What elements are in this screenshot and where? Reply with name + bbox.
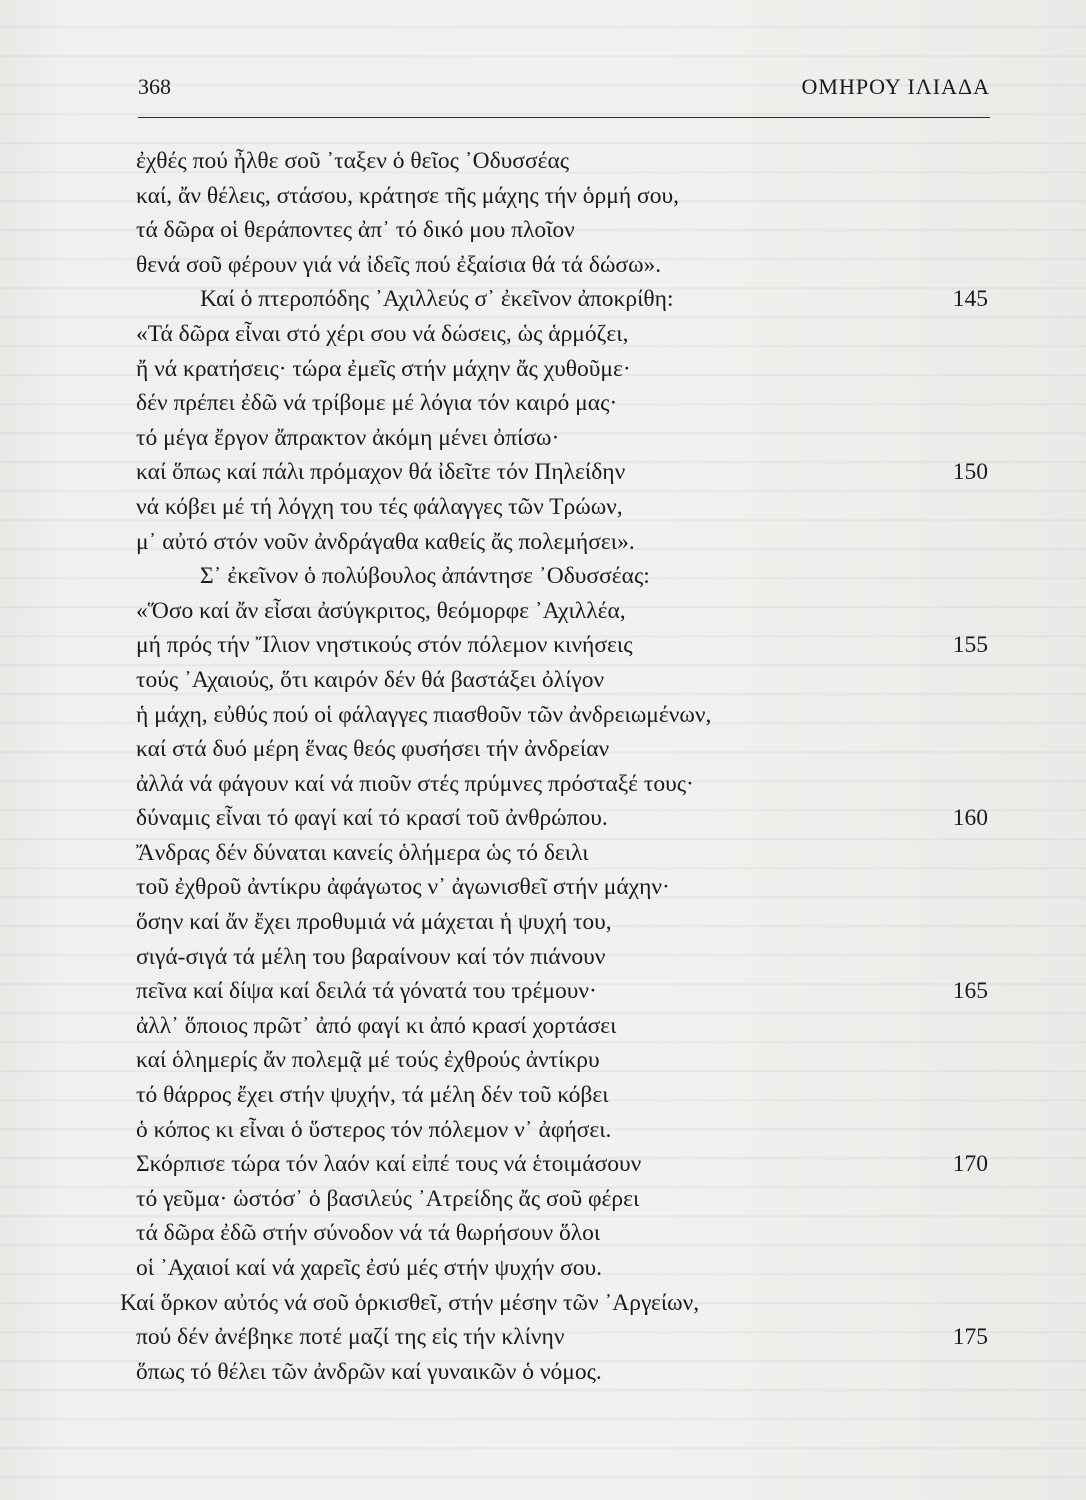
verse-text: οἱ ᾽Αχαιοί καί νά χαρεῖς ἐσύ μές στήν ψυχήν σου. xyxy=(136,1255,602,1281)
verse-text: τούς ᾽Αχαιούς, ὅτι καιρόν δέν θά βαστάξει ὀλίγον xyxy=(136,666,605,693)
line-number: 150 xyxy=(952,459,988,486)
verse-line xyxy=(120,1078,1000,1113)
page-header xyxy=(138,70,990,110)
verse-line xyxy=(120,1251,1000,1286)
verse-text: ἐχθές πού ἦλθε σοῦ ᾽ταξεν ὁ θεῖος ᾽Οδυσσέας xyxy=(136,148,570,174)
verse-text: «Τά δῶρα εἶναι στό χέρι σου νά δώσεις, ὡς ἁρμόζει, xyxy=(136,320,629,347)
verse-text: ἤ νά κρατήσεις· τώρα ἐμεῖς στήν μάχην ἄς χυθοῦμε· xyxy=(136,355,631,382)
verse-text: ἀλλ᾽ ὅποιος πρῶτ᾽ ἀπό φαγί κι ἀπό κρασί χορτάσει xyxy=(136,1012,617,1039)
verse-line xyxy=(120,248,1000,283)
verse-line xyxy=(120,144,1000,179)
verse-line xyxy=(120,1355,1000,1390)
verse-line xyxy=(120,282,1000,317)
verse-line xyxy=(120,386,1000,421)
verse-text: ἀλλά νά φάγουν καί νά πιοῦν στές πρύμνες πρόσταξέ τους· xyxy=(136,770,694,797)
line-number: 175 xyxy=(952,1324,988,1351)
header-rule xyxy=(138,117,990,118)
verse-line xyxy=(120,767,1000,802)
verse-line xyxy=(120,317,1000,352)
verse-text: τό θάρρος ἔχει στήν ψυχήν, τά μέλη δέν τοῦ κόβει xyxy=(136,1082,609,1109)
verse-text: Καί ὅρκον αὐτός νά σοῦ ὁρκισθεῖ, στήν μέσην τῶν ᾽Αργείων, xyxy=(120,1289,700,1316)
verse-text: τά δῶρα οἱ θεράποντες ἀπ᾽ τό δικό μου πλοῖον xyxy=(136,217,575,244)
verse-text: καί στά δυό μέρη ἕνας θεός φυσήσει τήν ἀνδρείαν xyxy=(136,736,610,763)
verse-line xyxy=(120,1009,1000,1044)
verse-line xyxy=(120,732,1000,767)
verse-list xyxy=(120,144,1000,1389)
verse-line xyxy=(120,490,1000,525)
verse-text: ὅπως τό θέλει τῶν ἀνδρῶν καί γυναικῶν ὁ νόμος. xyxy=(136,1358,602,1385)
verse-line xyxy=(120,179,1000,214)
verse-line xyxy=(120,1182,1000,1217)
verse-text: καί ὁλημερίς ἄν πολεμᾷ μέ τούς ἐχθρούς ἀντίκρυ xyxy=(136,1047,600,1074)
verse-line xyxy=(120,905,1000,940)
verse-line xyxy=(120,1286,1000,1321)
verse-line xyxy=(120,1113,1000,1148)
verse-text: Σ᾽ ἐκεῖνον ὁ πολύβουλος ἀπάντησε ᾽Οδυσσέας: xyxy=(200,563,650,590)
running-title: ΟΜΗΡΟΥ ΙΛΙΑΔΑ xyxy=(801,74,990,99)
verse-text: μή πρός τήν Ἴλιον νηστικούς στόν πόλεμον κινήσεις xyxy=(136,632,633,659)
verse-text: «Ὅσο καί ἄν εἶσαι ἀσύγκριτος, θεόμορφε ᾽Αχιλλέα, xyxy=(136,597,626,624)
page-number: 368 xyxy=(138,74,171,99)
verse-text: πού δέν ἀνέβηκε ποτέ μαζί της εἰς τήν κλίνην xyxy=(136,1324,565,1351)
line-number: 145 xyxy=(952,286,988,313)
verse-line xyxy=(120,628,1000,663)
verse-line xyxy=(120,801,1000,836)
verse-line xyxy=(120,1216,1000,1251)
verse-text: τό γεῦμα· ὡστόσ᾽ ὁ βασιλεύς ᾽Ατρείδης ἄς σοῦ φέρει xyxy=(136,1185,640,1212)
verse-text: ὅσην καί ἄν ἔχει προθυμιά νά μάχεται ἡ ψυχή του, xyxy=(136,909,612,936)
verse-line xyxy=(120,1043,1000,1078)
line-number: 155 xyxy=(952,632,988,659)
verse-line xyxy=(120,421,1000,456)
verse-line xyxy=(120,974,1000,1009)
verse-text: μ᾽ αὐτό στόν νοῦν ἀνδράγαθα καθείς ἄς πολεμήσει». xyxy=(136,528,635,555)
line-number: 170 xyxy=(952,1151,988,1178)
verse-line xyxy=(120,352,1000,387)
verse-text: Καί ὁ πτεροπόδης ᾽Αχιλλεύς σ᾽ ἐκεῖνον ἀποκρίθη: xyxy=(200,286,674,313)
verse-text: Ἄνδρας δέν δύναται κανείς ὁλήμερα ὡς τό δειλι xyxy=(136,839,589,866)
verse-text: τό μέγα ἔργον ἄπρακτον ἀκόμη μένει ὀπίσω· xyxy=(136,424,560,451)
verse-line xyxy=(120,663,1000,698)
verse-text: δέν πρέπει ἐδῶ νά τρίβομε μέ λόγια τόν καιρό μας· xyxy=(136,390,618,417)
verse-text: δύναμις εἶναι τό φαγί καί τό κρασί τοῦ ἀνθρώπου. xyxy=(136,805,608,832)
verse-text: ἡ μάχη, εὐθύς πού οἱ φάλαγγες πιασθοῦν τῶν ἀνδρειωμένων, xyxy=(136,701,712,728)
verse-text: καί ὅπως καί πάλι πρόμαχον θά ἰδεῖτε τόν Πηλείδην xyxy=(136,459,626,486)
verse-line xyxy=(120,940,1000,975)
verse-text: Σκόρπισε τώρα τόν λαόν καί εἰπέ τους νά ἑτοιμάσουν xyxy=(136,1151,642,1178)
verse-text: νά κόβει μέ τή λόγχη του τές φάλαγγες τῶν Τρώων, xyxy=(136,493,623,520)
verse-text: ὁ κόπος κι εἶναι ὁ ὕστερος τόν πόλεμον ν᾽ ἀφήσει. xyxy=(136,1116,612,1143)
verse-line xyxy=(120,213,1000,248)
verse-line xyxy=(120,698,1000,733)
verse-line xyxy=(120,1147,1000,1182)
verse-line xyxy=(120,836,1000,871)
verse-line xyxy=(120,594,1000,629)
verse-line xyxy=(120,870,1000,905)
verse-text: τά δῶρα ἐδῶ στήν σύνοδον νά τά θωρήσουν ὅλοι xyxy=(136,1220,601,1247)
verse-text: καί, ἄν θέλεις, στάσου, κράτησε τῆς μάχης τήν ὁρμή σου, xyxy=(136,182,679,209)
verse-line xyxy=(120,525,1000,560)
line-number: 160 xyxy=(952,805,988,832)
verse-line xyxy=(120,1320,1000,1355)
verse-text: θενά σοῦ φέρουν γιά νά ἰδεῖς πού ἐξαίσια θά τά δώσω». xyxy=(136,251,662,278)
line-number: 165 xyxy=(952,978,988,1005)
verse-text: τοῦ ἐχθροῦ ἀντίκρυ ἀφάγωτος ν᾽ ἀγωνισθεῖ στήν μάχην· xyxy=(136,874,670,901)
verse-text: πεῖνα καί δίψα καί δειλά τά γόνατά του τρέμουν· xyxy=(136,978,597,1005)
verse-text: σιγά-σιγά τά μέλη του βαραίνουν καί τόν πιάνουν xyxy=(136,943,606,970)
verse-line xyxy=(120,455,1000,490)
verse-line xyxy=(120,559,1000,594)
